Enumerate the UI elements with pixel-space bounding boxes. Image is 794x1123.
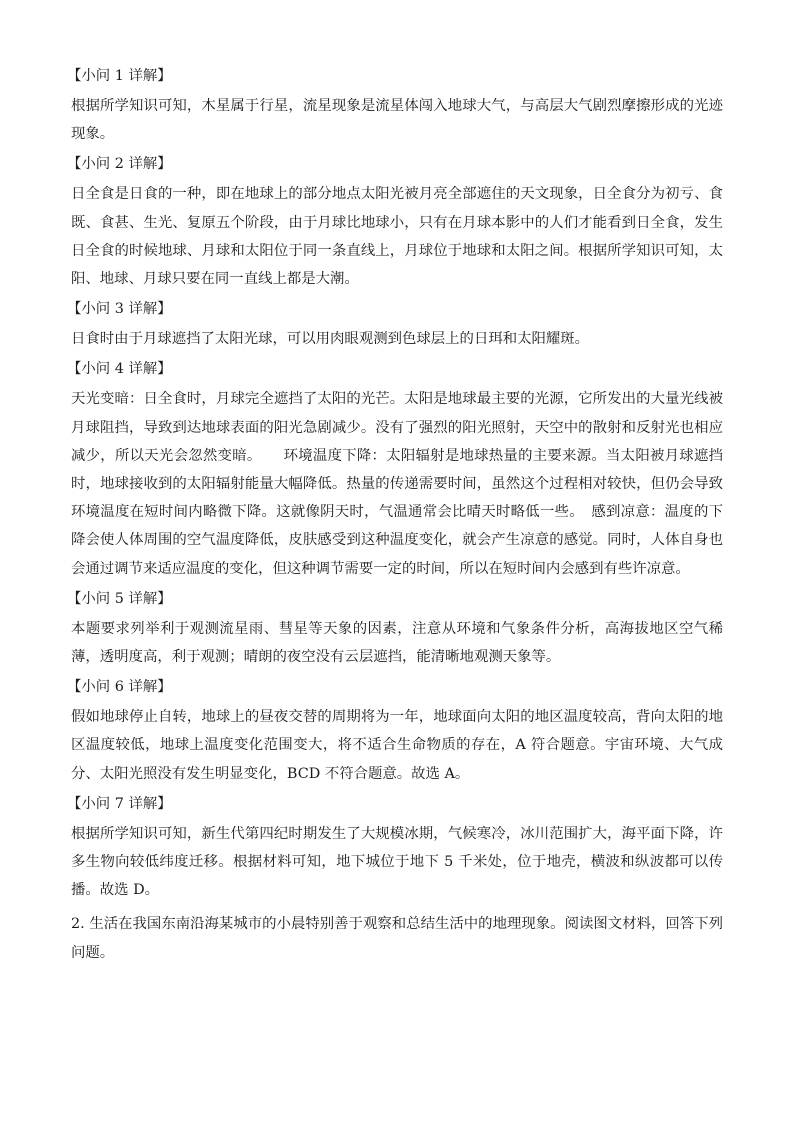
section-text: 根据所学知识可知，木星属于行星，流星现象是流星体闯入地球大气，与高层大气剧烈摩擦形成的光迹现象。: [71, 98, 723, 143]
section-text: 天光变暗：日全食时，月球完全遮挡了太阳的光芒。太阳是地球最主要的光源，它所发出的大量光线被月球阻挡，导致到达地球表面的阳光急剧减少。没有了强烈的阳光照射，天空中的散射和反射光也相应减少，所以天光会忽然变暗。 环境温度下降：太阳辐射是地球热量的主要来源。当太阳被月球遮挡时，地球接收到的太阳辐射能量大幅降低。热量的传递需要时间，虽然这个过程相对较快，但仍会导致环境温度在短时间内略微下降。这就像阴天时，气温通常会比晴天时略低一些。 感到凉意：温度的下降会使人体周围的空气温度降低，皮肤感受到这种温度变化，就会产生凉意的感觉。同时，人体自身也会通过调节来适应温度的变化，但这种调节需要一定的时间，所以在短时间内会感到有些许凉意。: [71, 391, 723, 577]
section-text: 假如地球停止自转，地球上的昼夜交替的周期将为一年，地球面向太阳的地区温度较高，背向太阳的地区温度较低，地球上温度变化范围变大，将不适合生命物质的存在，A 符合题意。宇宙环境、大气成分、太阳光照没有发生明显变化，BCD 不符合题意。故选 A。: [71, 709, 723, 782]
section-heading: 【小问 3 详解】: [67, 301, 172, 318]
next-question-stem: 2. 生活在我国东南沿海某城市的小晨特别善于观察和总结生活中的地理现象。阅读图文材料，回答下列问题。: [71, 916, 723, 961]
section-text: 根据所学知识可知，新生代第四纪时期发生了大规模冰期，气候寒冷，冰川范围扩大，海平面下降，许多生物向较低纬度迁移。根据材料可知，地下城位于地下 5 千米处，位于地壳，横波和纵波都可以传播。故选 D。: [71, 825, 723, 899]
section-text: 本题要求列举利于观测流星雨、彗星等天象的因素，注意从环境和气象条件分析，高海拔地区空气稀薄，透明度高，利于观测；晴朗的夜空没有云层遮挡，能清晰地观测天象等。: [71, 620, 723, 666]
document-page: [67, 62, 723, 967]
section-heading: 【小问 2 详解】: [67, 156, 172, 173]
section-heading: 【小问 6 详解】: [67, 679, 172, 696]
answer-section-1: [67, 62, 723, 148]
section-heading: 【小问 1 详解】: [67, 68, 172, 84]
answer-section-2: [67, 150, 723, 293]
answer-section-3: [67, 295, 723, 353]
answer-section-4: [67, 355, 723, 582]
section-heading: 【小问 5 详解】: [67, 590, 172, 607]
answer-section-7: [67, 790, 723, 905]
section-text: 日全食是日食的一种，即在地球上的部分地点太阳光被月亮全部遮住的天文现象，日全食分为初亏、食既、食甚、生光、复原五个阶段，由于月球比地球小，只有在月球本影中的人们才能看到日全食，发生日全食的时候地球、月球和太阳位于同一条直线上，月球位于地球和太阳之间。根据所学知识可知，太阳、地球、月球只要在同一直线上都是大潮。: [71, 186, 723, 288]
answer-section-5: [67, 585, 723, 671]
answer-section-6: [67, 673, 723, 788]
section-heading: 【小问 7 详解】: [67, 795, 172, 812]
section-heading: 【小问 4 详解】: [67, 361, 172, 378]
section-text: 日食时由于月球遮挡了太阳光球，可以用肉眼观测到色球层上的日珥和太阳耀斑。: [71, 331, 590, 348]
